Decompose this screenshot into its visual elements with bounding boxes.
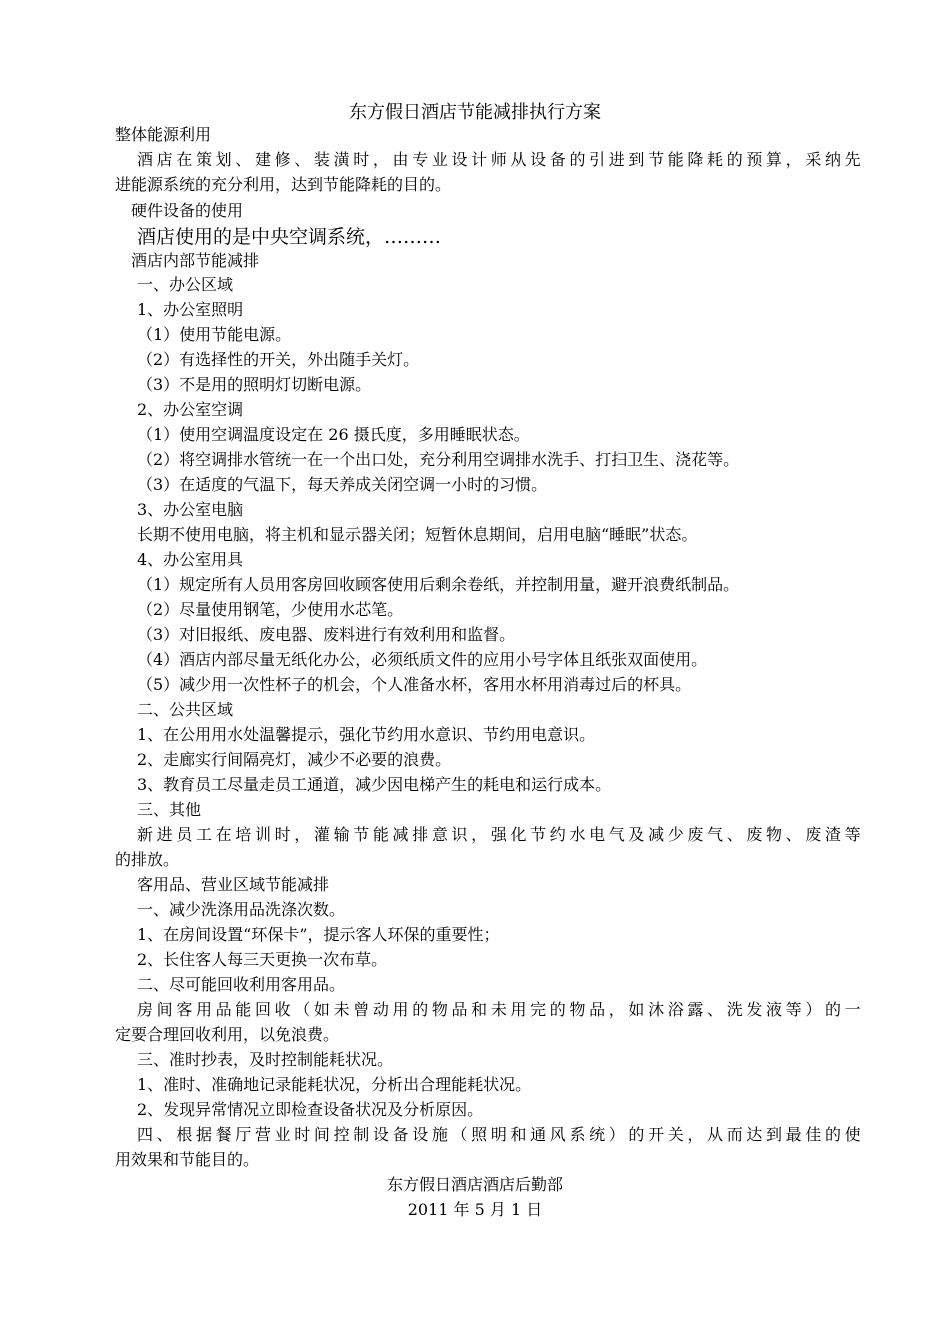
list-item: 2、长住客人每三天更换一次布草。 <box>137 950 388 969</box>
list-item: 2、办公室空调 <box>137 400 244 419</box>
list-item: 4、办公室用具 <box>137 550 244 569</box>
justified-text: 酒 店 在 策 划 、 建 修 、 装 潢 时 ， 由 专 业 设 计 师 从 设 备 的 引 进 到 节 能 降 耗 的 预 算 ， 采 纳 先 <box>137 150 861 169</box>
paragraph-line <box>137 149 861 171</box>
list-item: 2、发现异常情况立即检查设备状况及分析原因。 <box>137 1100 484 1119</box>
justified-text: 新 进 员 工 在 培 训 时 ， 灌 输 节 能 减 排 意 识 ， 强 化 节 约 水 电 气 及 减 少 废 气 、 废 物 、 废 渣 等 <box>137 825 861 844</box>
section-heading-guest: 客用品、营业区域节能减排 <box>137 875 330 894</box>
list-item: 三、其他 <box>137 800 202 819</box>
list-item: （2）将空调排水管统一在一个出口处，充分利用空调排水洗手、打扫卫生、浇花等。 <box>137 450 740 469</box>
list-item: 1、在公用用水处温馨提示，强化节约用水意识、节约用电意识。 <box>137 725 596 744</box>
section-heading-internal: 酒店内部节能减排 <box>131 251 260 270</box>
list-item: （3）对旧报纸、废电器、废料进行有效利用和监督。 <box>137 625 516 644</box>
list-item: 二、公共区域 <box>137 700 234 719</box>
list-item: 3、教育员工尽量走员工通道，减少因电梯产生的耗电和运行成本。 <box>137 775 612 794</box>
section-heading-energy: 整体能源利用 <box>115 125 212 144</box>
justified-text: 四 、 根 据 餐 厅 营 业 时 间 控 制 设 备 设 施 （ 照 明 和 通 风 系 统 ） 的 开 关 ， 从 而 达 到 最 佳 的 使 <box>137 1125 861 1144</box>
list-item: （5）减少用一次性杯子的机会，个人准备水杯，客用水杯用消毒过后的杯具。 <box>137 675 692 694</box>
list-item: 1、在房间设置“环保卡”，提示客人环保的重要性； <box>137 925 500 944</box>
section-heading-hardware: 硬件设备的使用 <box>131 201 244 220</box>
justified-text: 房 间 客 用 品 能 回 收 （ 如 未 曾 动 用 的 物 品 和 未 用 完 的 物 品 ， 如 沐 浴 露 、 洗 发 液 等 ） 的 一 <box>137 1000 861 1019</box>
list-item: （3）不是用的照明灯切断电源。 <box>137 375 372 394</box>
list-item: 二、尽可能回收利用客用品。 <box>137 975 346 994</box>
list-item: 1、准时、准确地记录能耗状况，分析出合理能耗状况。 <box>137 1075 532 1094</box>
list-item: （4）酒店内部尽量无纸化办公，必须纸质文件的应用小号字体且纸张双面使用。 <box>137 650 708 669</box>
signature-department: 东方假日酒店酒店后勤部 <box>386 1175 563 1194</box>
list-item: 长期不使用电脑，将主机和显示器关闭；短暂休息期间，启用电脑“睡眠”状态。 <box>137 525 698 544</box>
paragraph-line <box>137 824 861 846</box>
paragraph-line: 进能源系统的充分利用，达到节能降耗的目的。 <box>115 175 452 194</box>
list-item: （3）在适度的气温下，每天养成关闭空调一小时的习惯。 <box>137 475 548 494</box>
list-item: 3、办公室电脑 <box>137 500 244 519</box>
list-item: （2）尽量使用钢笔，少使用水芯笔。 <box>137 600 404 619</box>
list-item: 一、办公区域 <box>137 275 234 294</box>
list-item: 三、准时抄表，及时控制能耗状况。 <box>137 1050 394 1069</box>
list-item: 2、走廊实行间隔亮灯，减少不必要的浪费。 <box>137 750 452 769</box>
document-title: 东方假日酒店节能减排执行方案 <box>349 102 601 123</box>
paragraph-line: 的排放。 <box>115 850 180 869</box>
paragraph-line: 用效果和节能目的。 <box>115 1150 260 1169</box>
list-item: 1、办公室照明 <box>137 300 244 319</box>
paragraph-line: 定要合理回收利用，以免浪费。 <box>115 1025 340 1044</box>
list-item: 一、减少洗涤用品洗涤次数。 <box>137 900 346 919</box>
list-item: （1）规定所有人员用客房回收顾客使用后剩余卷纸，并控制用量，避开浪费纸制品。 <box>137 575 740 594</box>
signature-date: 2011 年 5 月 1 日 <box>407 1200 543 1219</box>
paragraph-line <box>137 999 861 1021</box>
list-item: （1）使用节能电源。 <box>137 325 292 344</box>
list-item: （1）使用空调温度设定在 26 摄氏度，多用睡眠状态。 <box>137 425 530 444</box>
list-item: （2）有选择性的开关，外出随手关灯。 <box>137 350 420 369</box>
paragraph-line: 酒店使用的是中央空调系统，……… <box>137 226 442 248</box>
paragraph-line <box>137 1124 861 1146</box>
